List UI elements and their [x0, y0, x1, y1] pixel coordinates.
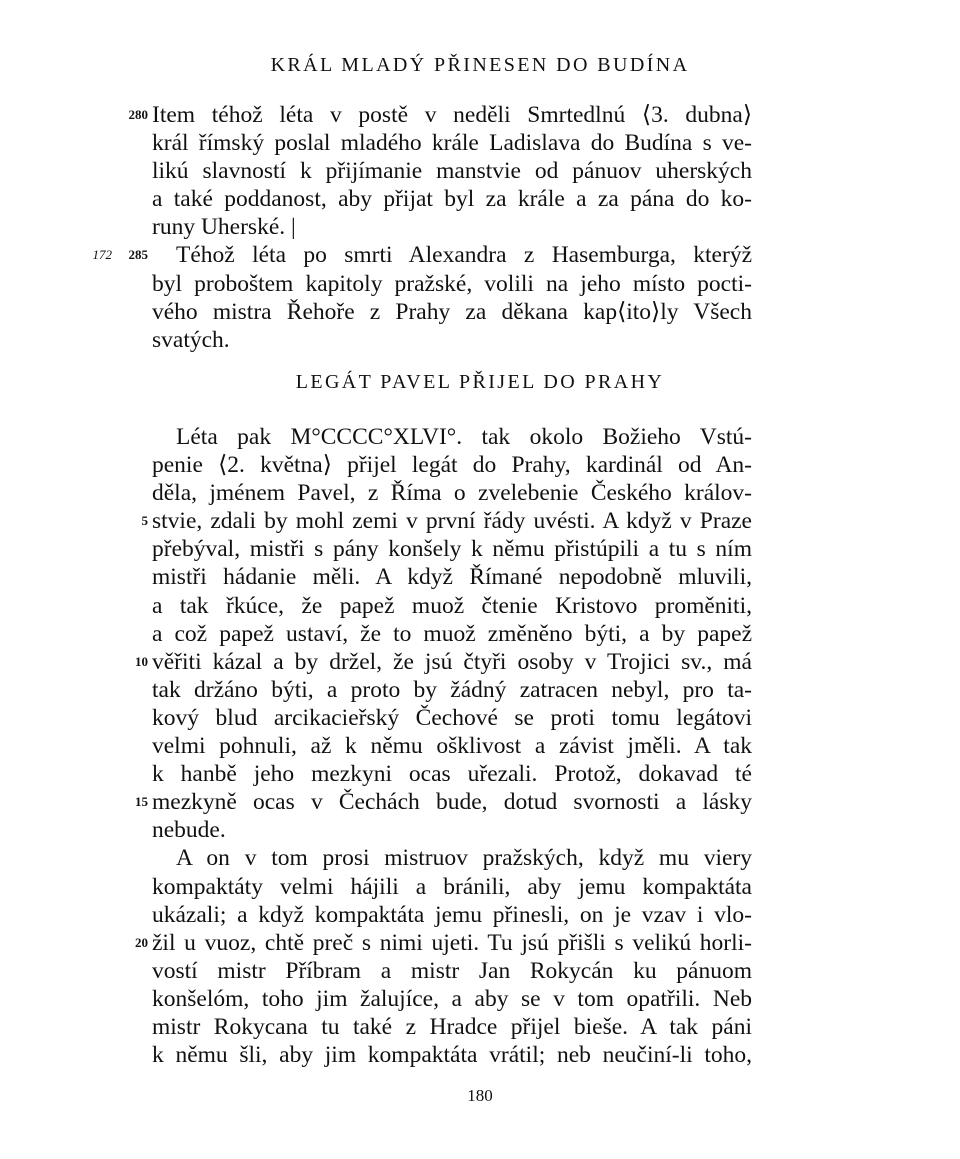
text-line: [0, 704, 960, 732]
text-line: [0, 1013, 960, 1041]
line-text: mistr Rokycana tu také z Hradce přijel bieše. A tak páni: [152, 1013, 752, 1040]
text-line: [0, 873, 960, 901]
line-text: a což papež ustaví, že to muož změněno býti, a by papež: [152, 620, 752, 647]
line-text: král římský poslal mladého krále Ladislava do Budína s ve-: [152, 130, 752, 157]
text-line: [0, 129, 960, 157]
text-line: [0, 732, 960, 760]
line-text: svatých.: [152, 326, 230, 353]
section-heading: LEGÁT PAVEL PŘIJEL DO PRAHY: [295, 371, 665, 393]
line-text: runy Uherské. |: [152, 214, 296, 241]
line-text: vostí mistr Příbram a mistr Jan Rokycán ku pánuom: [152, 957, 752, 984]
line-number: 285: [128, 247, 148, 263]
line-number: 10: [135, 653, 148, 669]
line-text: penie ⟨2. května⟩ přijel legát do Prahy, kardinál od An-: [152, 452, 752, 479]
line-text: konšelóm, toho jim žalujíce, a aby se v tom opatřili. Neb: [152, 985, 752, 1012]
text-line: [0, 844, 960, 872]
text-line: [0, 535, 960, 563]
text-line: [0, 592, 960, 620]
line-text: nebude.: [152, 817, 226, 844]
text-line: [0, 423, 960, 451]
text-line: [0, 901, 960, 929]
line-text: a také poddanost, aby přijat byl za krále a za pána do ko-: [152, 186, 752, 213]
line-text: Léta pak M°CCCC°XLVI°. tak okolo Božieho Vstú-: [176, 424, 752, 450]
text-line: [0, 451, 960, 479]
text-line: [0, 479, 960, 507]
page-number: 180: [467, 1086, 493, 1105]
text-line: [0, 101, 960, 129]
text-line: [0, 760, 960, 788]
line-text: věřiti kázal a by držel, že jsú čtyři osoby v Trojici sv., má: [152, 648, 752, 675]
line-text: žil u vuoz, chtě preč s nimi ujeti. Tu jsú přišli s velikú horli-: [152, 929, 752, 956]
line-text: Téhož léta po smrti Alexandra z Hasemburga, kterýž: [176, 242, 752, 269]
text-line: [0, 563, 960, 591]
text-line: [0, 957, 960, 985]
line-text: byl proboštem kapitoly pražské, volili na jeho místo pocti-: [152, 270, 752, 297]
line-number: 15: [135, 794, 148, 810]
running-head: KRÁL MLADÝ PŘINESEN DO BUDÍNA: [270, 54, 690, 76]
text-line: [0, 788, 960, 816]
line-text: kový blud arcikacieřský Čechové se proti tomu legátovi: [152, 704, 752, 731]
line-text: Item téhož léta v postě v neděli Smrtedlnú ⟨3. dubna⟩: [152, 102, 752, 128]
line-text: mezkyně ocas v Čechách bude, dotud svornosti a lásky: [152, 789, 752, 816]
text-line: [0, 929, 960, 957]
line-text: kompaktáty velmi hájili a bránili, aby jemu kompaktáta: [152, 873, 752, 900]
text-line: [0, 213, 960, 241]
line-text: k hanbě jeho mezkyni ocas uřezali. Protož, dokavad té: [152, 761, 752, 788]
line-text: ukázali; a když kompaktáta jemu přinesli, on je vzav i vlo-: [152, 901, 752, 928]
line-text: a tak řkúce, že papež muož čtenie Kristovo proměniti,: [152, 592, 752, 619]
line-text: vého mistra Řehoře z Prahy za děkana kap⟨ito⟩ly Všech: [152, 298, 752, 325]
paragraph-block-2: [0, 423, 960, 1069]
text-line: [0, 985, 960, 1013]
line-text: likú slavností k přijímanie manstvie od pánuov uherských: [152, 158, 752, 185]
text-line: [0, 241, 960, 269]
text-line: [0, 326, 960, 354]
text-line: [0, 185, 960, 213]
margin-page-number: 172: [92, 247, 112, 263]
text-line: [0, 507, 960, 535]
line-text: mistři hádanie měli. A když Římané nepodobně mluvili,: [152, 564, 752, 591]
line-text: tak držáno býti, a proto by žádný zatracen nebyl, pro ta-: [152, 676, 752, 703]
line-number: 20: [135, 934, 148, 950]
text-line: [0, 648, 960, 676]
line-text: velmi pohnuli, až k němu ošklivost a závist jměli. A tak: [152, 733, 752, 760]
text-line: [0, 676, 960, 704]
text-line: [0, 1041, 960, 1069]
text-line: [0, 157, 960, 185]
paragraph-block-1: [0, 101, 960, 354]
line-number: 280: [128, 107, 148, 122]
line-text: děla, jménem Pavel, z Říma o zvelebenie Českého králov-: [152, 480, 752, 507]
line-text: A on v tom prosi mistruov pražských, když mu viery: [176, 845, 752, 872]
text-line: [0, 816, 960, 844]
text-line: [0, 270, 960, 298]
line-text: k němu šli, aby jim kompaktáta vrátil; neb neučiní-li toho,: [152, 1042, 752, 1069]
line-text: stvie, zdali by mohl zemi v první řády uvésti. A když v Praze: [152, 508, 752, 535]
line-number: 5: [141, 513, 148, 529]
text-line: [0, 620, 960, 648]
line-text: přebýval, mistři s pány konšely k němu přistúpili a tu s ním: [152, 536, 752, 563]
text-line: [0, 298, 960, 326]
